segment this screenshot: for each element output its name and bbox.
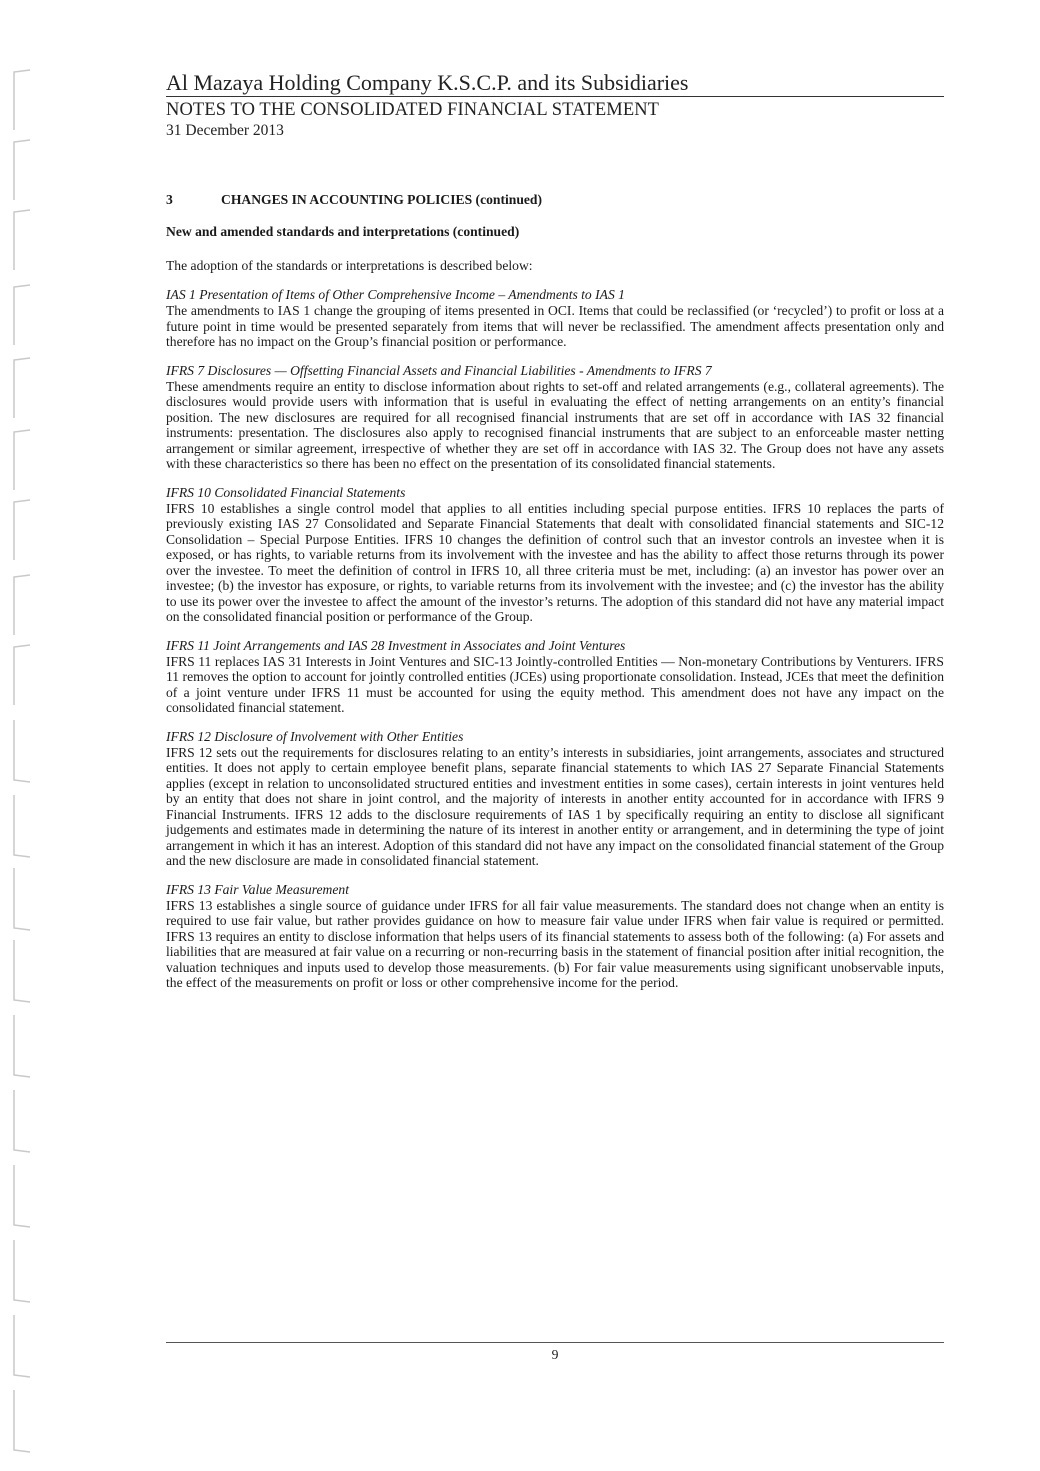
notes-title: NOTES TO THE CONSOLIDATED FINANCIAL STATEMENT [166, 96, 944, 121]
page-footer [166, 1342, 944, 1363]
standard-body: IFRS 10 establishes a single control model that applies to all entities including special purpose entities. IFRS 10 replaces the parts of previously existing IAS 27 Consolidated and Separate Financial Statements that dealt with consolidated financial statements and SIC-12 Consolidation – Special Purpose Entities. IFRS 10 changes the definition of control such that an investor controls an investee when it is exposed, or has rights, to variable returns from its involvement with the investee and has the ability to affect those returns through its power over the investee. To meet the definition of control in IFRS 10, all three criteria must be met, including: (a) an investor has power over an investee; (b) the investor has exposure, or rights, to variable returns from its involvement with the investee; and (c) the investor has the ability to use its power over the investee to affect the amount of the investor’s returns. The adoption of this standard did not have any material impact on the consolidated financial position or performance of the Group. [166, 500, 944, 624]
binder-edge-marks [0, 0, 40, 1471]
standard-ifrs12 [166, 728, 944, 869]
standard-ifrs13 [166, 881, 944, 991]
standard-title: IFRS 11 Joint Arrangements and IAS 28 Investment in Associates and Joint Ventures [166, 637, 626, 653]
period-date: 31 December 2013 [166, 122, 284, 139]
standard-title: IAS 1 Presentation of Items of Other Comprehensive Income – Amendments to IAS 1 [166, 287, 625, 302]
standard-ifrs7 [166, 362, 944, 472]
standard-title: IFRS 7 Disclosures — Offsetting Financial Assets and Financial Liabilities - Amendments to IFRS 7 [166, 362, 712, 378]
standard-title: IFRS 10 Consolidated Financial Statements [166, 484, 406, 500]
standard-ifrs11 [166, 637, 944, 716]
section-subtitle: New and amended standards and interpretations (continued) [166, 224, 520, 239]
standard-ifrs10 [166, 484, 944, 625]
section-heading [166, 191, 944, 209]
document-page [166, 70, 944, 991]
standard-body: The amendments to IAS 1 change the grouping of items presented in OCI. Items that could be reclassified (or ‘recycled’) to profit or loss at a future point in time would be presented separately from items that will never be reclassified. The amendment affects presentation only and therefore has no impact on the Group’s financial position or performance. [166, 303, 944, 349]
section-title: CHANGES IN ACCOUNTING POLICIES (continued) [221, 192, 543, 207]
standard-title: IFRS 12 Disclosure of Involvement with Other Entities [166, 728, 464, 744]
page-number: 9 [551, 1347, 559, 1362]
company-name: Al Mazaya Holding Company K.S.C.P. and its Subsidiaries [166, 70, 689, 95]
section-number: 3 [166, 192, 173, 207]
standard-body: These amendments require an entity to disclose information about rights to set-off and related arrangements (e.g., collateral agreements). The disclosures would provide users with information that is useful in evaluating the effect of netting arrangements on an entity’s financial position. The new disclosures are required for all recognised financial instruments that are set off in accordance with IAS 32 financial instruments: presentation. The disclosures also apply to recognised financial instruments that are subject to an enforceable master netting arrangement or similar agreement, irrespective of whether they are set off in accordance with IAS 32. The Group does not have any assets with these characteristics so there has been no effect on the presentation of its consolidated financial statements. [166, 378, 944, 471]
standard-body: IFRS 11 replaces IAS 31 Interests in Joint Ventures and SIC-13 Jointly-controlled Entities — Non-monetary Contributions by Venturers. IFRS 11 removes the option to account for jointly controlled entities (JCEs) using proportionate consolidation. Instead, JCEs that meet the definition of a joint venture under IFRS 11 must be accounted for using the equity method. This amendment does not have any impact on the consolidated financial statement. [166, 653, 944, 715]
section-intro: The adoption of the standards or interpretations is described below: [166, 258, 533, 273]
standard-body: IFRS 12 sets out the requirements for disclosures relating to an entity’s interests in subsidiaries, joint arrangements, associates and structured entities. It does not apply to certain employee benefit plans, separate financial statements to which IAS 27 Separate Financial Statements applies (except in relation to unconsolidated structured entities and investment entities in some cases), certain interests in joint ventures held by an entity that does not share in joint control, and the majority of interests in another entity accounted for in accordance with IFRS 9 Financial Instruments. IFRS 12 adds to the disclosure requirements of IAS 1 by specifically requiring an entity to disclose all significant judgements and estimates made in determining the nature of its interest in another entity or arrangement, and in determining the type of joint arrangement in which it has an interest. Adoption of this standard did not have any impact on the consolidated financial statement of the Group and the new disclosure are made in consolidated financial statement. [166, 744, 944, 868]
standard-title: IFRS 13 Fair Value Measurement [166, 881, 349, 897]
standard-ias1 [166, 286, 944, 350]
standard-body: IFRS 13 establishes a single source of guidance under IFRS for all fair value measurements. The standard does not change when an entity is required to use fair value, but rather provides guidance on how to measure fair value under IFRS when fair value is required or permitted. IFRS 13 requires an entity to disclose information that helps users of its financial statements to assess both of the following: (a) For assets and liabilities that are measured at fair value on a recurring or non-recurring basis in the statement of financial position after initial recognition, the valuation techniques and inputs used to develop those measurements. (b) For fair value measurements using significant unobservable inputs, the effect of the measurements on profit or loss or other comprehensive income for the period. [166, 897, 944, 990]
